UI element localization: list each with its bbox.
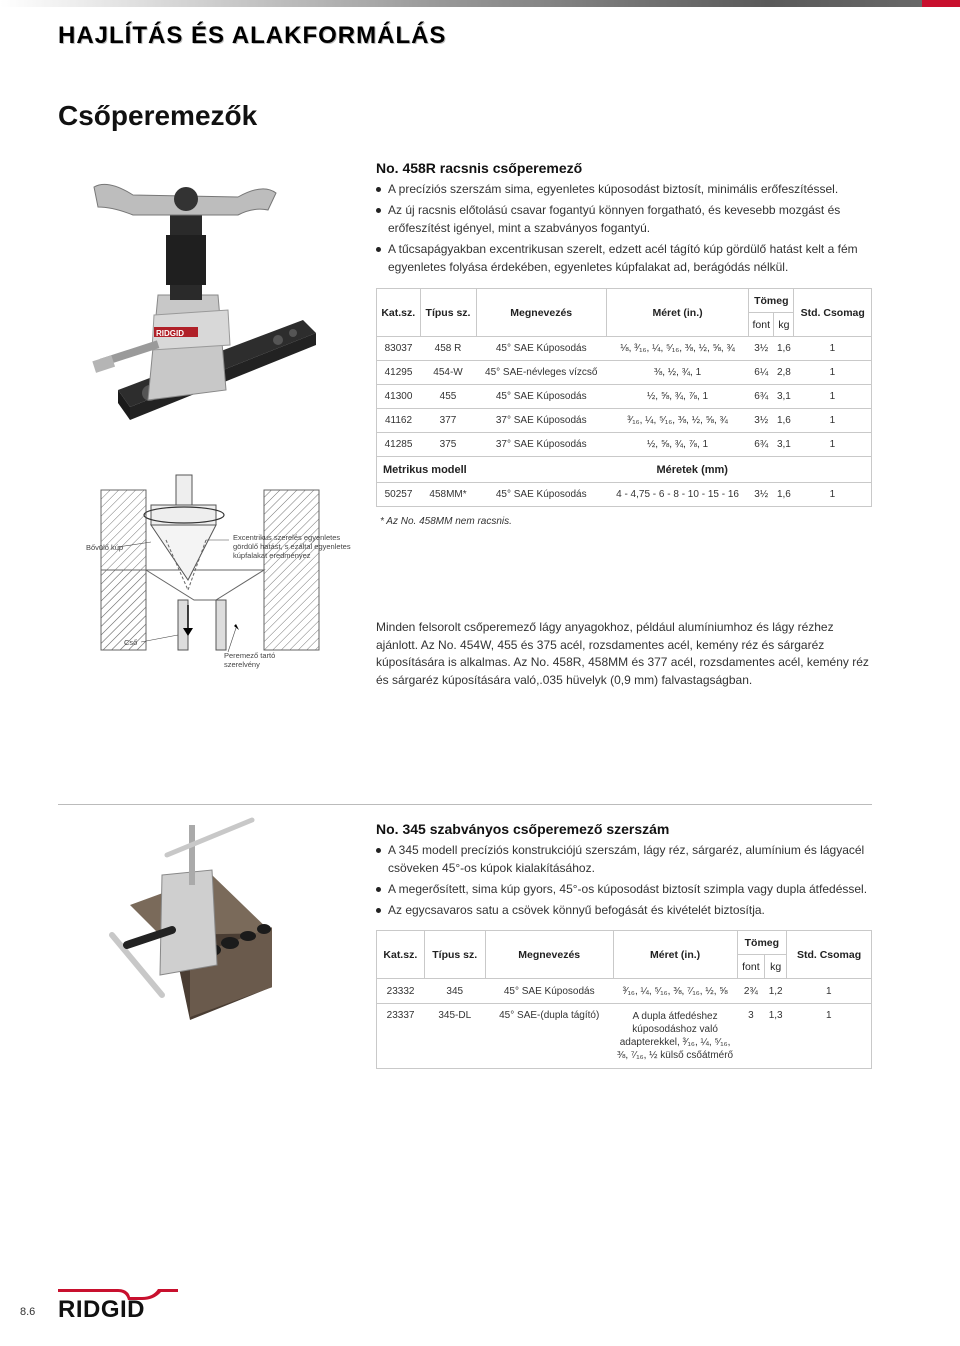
col-header-type: Típus sz. bbox=[420, 289, 476, 337]
cell-package: 1 bbox=[794, 409, 872, 433]
table-row bbox=[377, 385, 872, 409]
cell-size: 4 - 4,75 - 6 - 8 - 10 - 15 - 16 bbox=[606, 483, 748, 507]
metric-size-label: Méretek (mm) bbox=[606, 457, 871, 483]
cell-name: 45° SAE-névleges vízcső bbox=[476, 361, 606, 385]
col-header-kg: kg bbox=[774, 313, 794, 337]
label-flaring-holder: Peremező tartó szerelvény bbox=[224, 651, 276, 669]
metric-model-label: Metrikus modell bbox=[377, 457, 607, 483]
cell-lb: 3½ bbox=[749, 483, 774, 507]
cell-kg: 1,3 bbox=[765, 1004, 787, 1069]
top-bar-accent bbox=[922, 0, 960, 7]
compatibility-paragraph: Minden felsorolt csőperemező lágy anyagokhoz, például alumíniumhoz és lágy rézhez ajánlott. Az No. 454W, 455 és 375 acél, rozsdamentes acél, kemény réz és sárgaréz kúposítására is alkalmas. Az No. 458R, 458MM és 377 acél, rozsdamentes acél, kemény réz és sárgaréz kúposítására való,.035 hüvelyk (0,9 mm) falvastagságban. bbox=[376, 620, 869, 687]
cell-size: ½, ⅝, ¾, ⅞, 1 bbox=[606, 385, 748, 409]
svg-text:RIDGID: RIDGID bbox=[156, 329, 184, 338]
product-458r-title: No. 458R racsnis csőperemező bbox=[376, 160, 583, 176]
cell-cat: 83037 bbox=[377, 337, 421, 361]
table-row bbox=[377, 337, 872, 361]
col-header-cat: Kat.sz. bbox=[377, 289, 421, 337]
label-flare-cone: Bővülő kúp bbox=[86, 543, 124, 552]
top-bar bbox=[0, 0, 960, 7]
feature-item: A tűcsapágyakban excentrikusan szerelt, edzett acél tágító kúp gördülő hatást kelt a fém egyenletes folyása érdekében, egyenletes kúpfalakat ad, berágódás nélkül. bbox=[376, 240, 872, 276]
cell-lb: 6¾ bbox=[749, 433, 774, 457]
section-divider bbox=[58, 804, 872, 805]
table-row bbox=[377, 433, 872, 457]
cell-kg: 3,1 bbox=[774, 385, 794, 409]
feature-item: A 345 modell precíziós konstrukciójú szerszám, lágy réz, sárgaréz, alumínium és lágyacél csöveken 45°-os kúpok kialakításához. bbox=[376, 841, 872, 877]
cell-package: 1 bbox=[794, 385, 872, 409]
cell-name: 37° SAE Kúposodás bbox=[476, 409, 606, 433]
cell-cat: 41162 bbox=[377, 409, 421, 433]
cell-type: 377 bbox=[420, 409, 476, 433]
spec-table-345 bbox=[376, 930, 872, 1069]
feature-item: A megerősített, sima kúp gyors, 45°-os kúposodást biztosít szimpla vagy dupla átfedéssel. bbox=[376, 880, 872, 898]
cell-name: 45° SAE Kúposodás bbox=[476, 483, 606, 507]
cell-size: ½, ⅝, ¾, ⅞, 1 bbox=[606, 433, 748, 457]
cell-package: 1 bbox=[794, 337, 872, 361]
col-header-kg: kg bbox=[765, 955, 787, 979]
cell-size: ⅛, ³⁄₁₆, ¼, ⁵⁄₁₆, ⅜, ½, ⅝, ¾ bbox=[606, 337, 748, 361]
col-header-package: Std. Csomag bbox=[787, 931, 872, 979]
cell-kg: 1,2 bbox=[765, 979, 787, 1004]
cell-size: ³⁄₁₆, ¼, ⁵⁄₁₆, ⅜, ⁷⁄₁₆, ½, ⅝ bbox=[613, 979, 737, 1004]
cell-lb: 6¾ bbox=[749, 385, 774, 409]
page-number: 8.6 bbox=[20, 1306, 36, 1318]
cell-type: 345 bbox=[424, 979, 485, 1004]
product-458r-features bbox=[376, 180, 872, 276]
table-row bbox=[377, 979, 872, 1004]
spec-table-458r bbox=[376, 288, 872, 507]
col-header-weight: Tömeg bbox=[749, 289, 794, 313]
col-header-package: Std. Csomag bbox=[794, 289, 872, 337]
col-header-name: Megnevezés bbox=[485, 931, 613, 979]
cell-kg: 3,1 bbox=[774, 433, 794, 457]
cell-kg: 1,6 bbox=[774, 337, 794, 361]
table-row bbox=[377, 409, 872, 433]
cell-kg: 2,8 bbox=[774, 361, 794, 385]
cell-type: 454-W bbox=[420, 361, 476, 385]
logo-wordmark: RIDGID bbox=[58, 1296, 145, 1321]
cell-package: 1 bbox=[794, 361, 872, 385]
feature-item: A precíziós szerszám sima, egyenletes kúposodást biztosít, minimális erőfeszítéssel. bbox=[376, 180, 872, 198]
cell-size: A dupla átfedéshez kúposodáshoz való adapterekkel, ³⁄₁₆, ¼, ⁵⁄₁₆, ⅜, ⁷⁄₁₆, ½ külső csőátmérő bbox=[613, 1004, 737, 1069]
col-header-lb: font bbox=[749, 313, 774, 337]
product-345-features bbox=[376, 841, 872, 919]
feature-item: Az új racsnis előtolású csavar fogantyú könnyen forgatható, és kevesebb mozgást és erőfeszítést igényel, mint a szabványos fogantyú. bbox=[376, 201, 872, 237]
col-header-weight: Tömeg bbox=[737, 931, 787, 955]
cell-size: ³⁄₁₆, ¼, ⁵⁄₁₆, ⅜, ½, ⅝, ¾ bbox=[606, 409, 748, 433]
cell-size: ⅜, ½, ¾, 1 bbox=[606, 361, 748, 385]
cell-package: 1 bbox=[794, 483, 872, 507]
cell-lb: 3½ bbox=[749, 409, 774, 433]
col-header-cat: Kat.sz. bbox=[377, 931, 425, 979]
label-tube: Cső bbox=[124, 638, 138, 647]
cell-lb: 2¾ bbox=[737, 979, 765, 1004]
page-title: Csőperemezők bbox=[58, 100, 258, 131]
cell-cat: 23337 bbox=[377, 1004, 425, 1069]
cell-name: 45° SAE Kúposodás bbox=[476, 385, 606, 409]
col-header-name: Megnevezés bbox=[476, 289, 606, 337]
cell-type: 458 R bbox=[420, 337, 476, 361]
cell-type: 375 bbox=[420, 433, 476, 457]
cell-lb: 3½ bbox=[749, 337, 774, 361]
cell-package: 1 bbox=[787, 979, 872, 1004]
cell-name: 37° SAE Kúposodás bbox=[476, 433, 606, 457]
table-footnote: * Az No. 458MM nem racsnis. bbox=[380, 516, 512, 527]
cell-type: 458MM* bbox=[420, 483, 476, 507]
col-header-type: Típus sz. bbox=[424, 931, 485, 979]
cell-package: 1 bbox=[794, 433, 872, 457]
table-row bbox=[377, 361, 872, 385]
cell-lb: 3 bbox=[737, 1004, 765, 1069]
cell-cat: 23332 bbox=[377, 979, 425, 1004]
table-row bbox=[377, 1004, 872, 1069]
label-eccentric-mount: Excentrikus szerelés egyenletes gördülő hatást, s ezáltal egyenletes kúpfalakat eredményez bbox=[233, 533, 351, 560]
tool-458r-image bbox=[88, 175, 328, 440]
section-title: HAJLÍTÁS ÉS ALAKFORMÁLÁS bbox=[58, 22, 447, 49]
cell-type: 345-DL bbox=[424, 1004, 485, 1069]
product-345-title: No. 345 szabványos csőperemező szerszám bbox=[376, 821, 670, 837]
cell-name: 45° SAE Kúposodás bbox=[476, 337, 606, 361]
cell-cat: 41295 bbox=[377, 361, 421, 385]
metric-subheader-row bbox=[377, 457, 872, 483]
feature-item: Az egycsavaros satu a csövek könnyű befogását és kivételét biztosítja. bbox=[376, 901, 872, 919]
cell-name: 45° SAE Kúposodás bbox=[485, 979, 613, 1004]
col-header-lb: font bbox=[737, 955, 765, 979]
cell-cat: 41300 bbox=[377, 385, 421, 409]
col-header-size: Méret (in.) bbox=[613, 931, 737, 979]
cell-kg: 1,6 bbox=[774, 409, 794, 433]
col-header-size: Méret (in.) bbox=[606, 289, 748, 337]
cell-kg: 1,6 bbox=[774, 483, 794, 507]
table-row bbox=[377, 483, 872, 507]
cell-package: 1 bbox=[787, 1004, 872, 1069]
cell-cat: 50257 bbox=[377, 483, 421, 507]
product-345-block bbox=[376, 821, 872, 922]
tool-345-image bbox=[72, 815, 352, 1030]
ridgid-logo bbox=[58, 1287, 178, 1326]
cell-cat: 41285 bbox=[377, 433, 421, 457]
cell-name: 45° SAE-(dupla tágító) bbox=[485, 1004, 613, 1069]
product-458r-block bbox=[376, 160, 872, 279]
cell-type: 455 bbox=[420, 385, 476, 409]
cell-lb: 6¼ bbox=[749, 361, 774, 385]
